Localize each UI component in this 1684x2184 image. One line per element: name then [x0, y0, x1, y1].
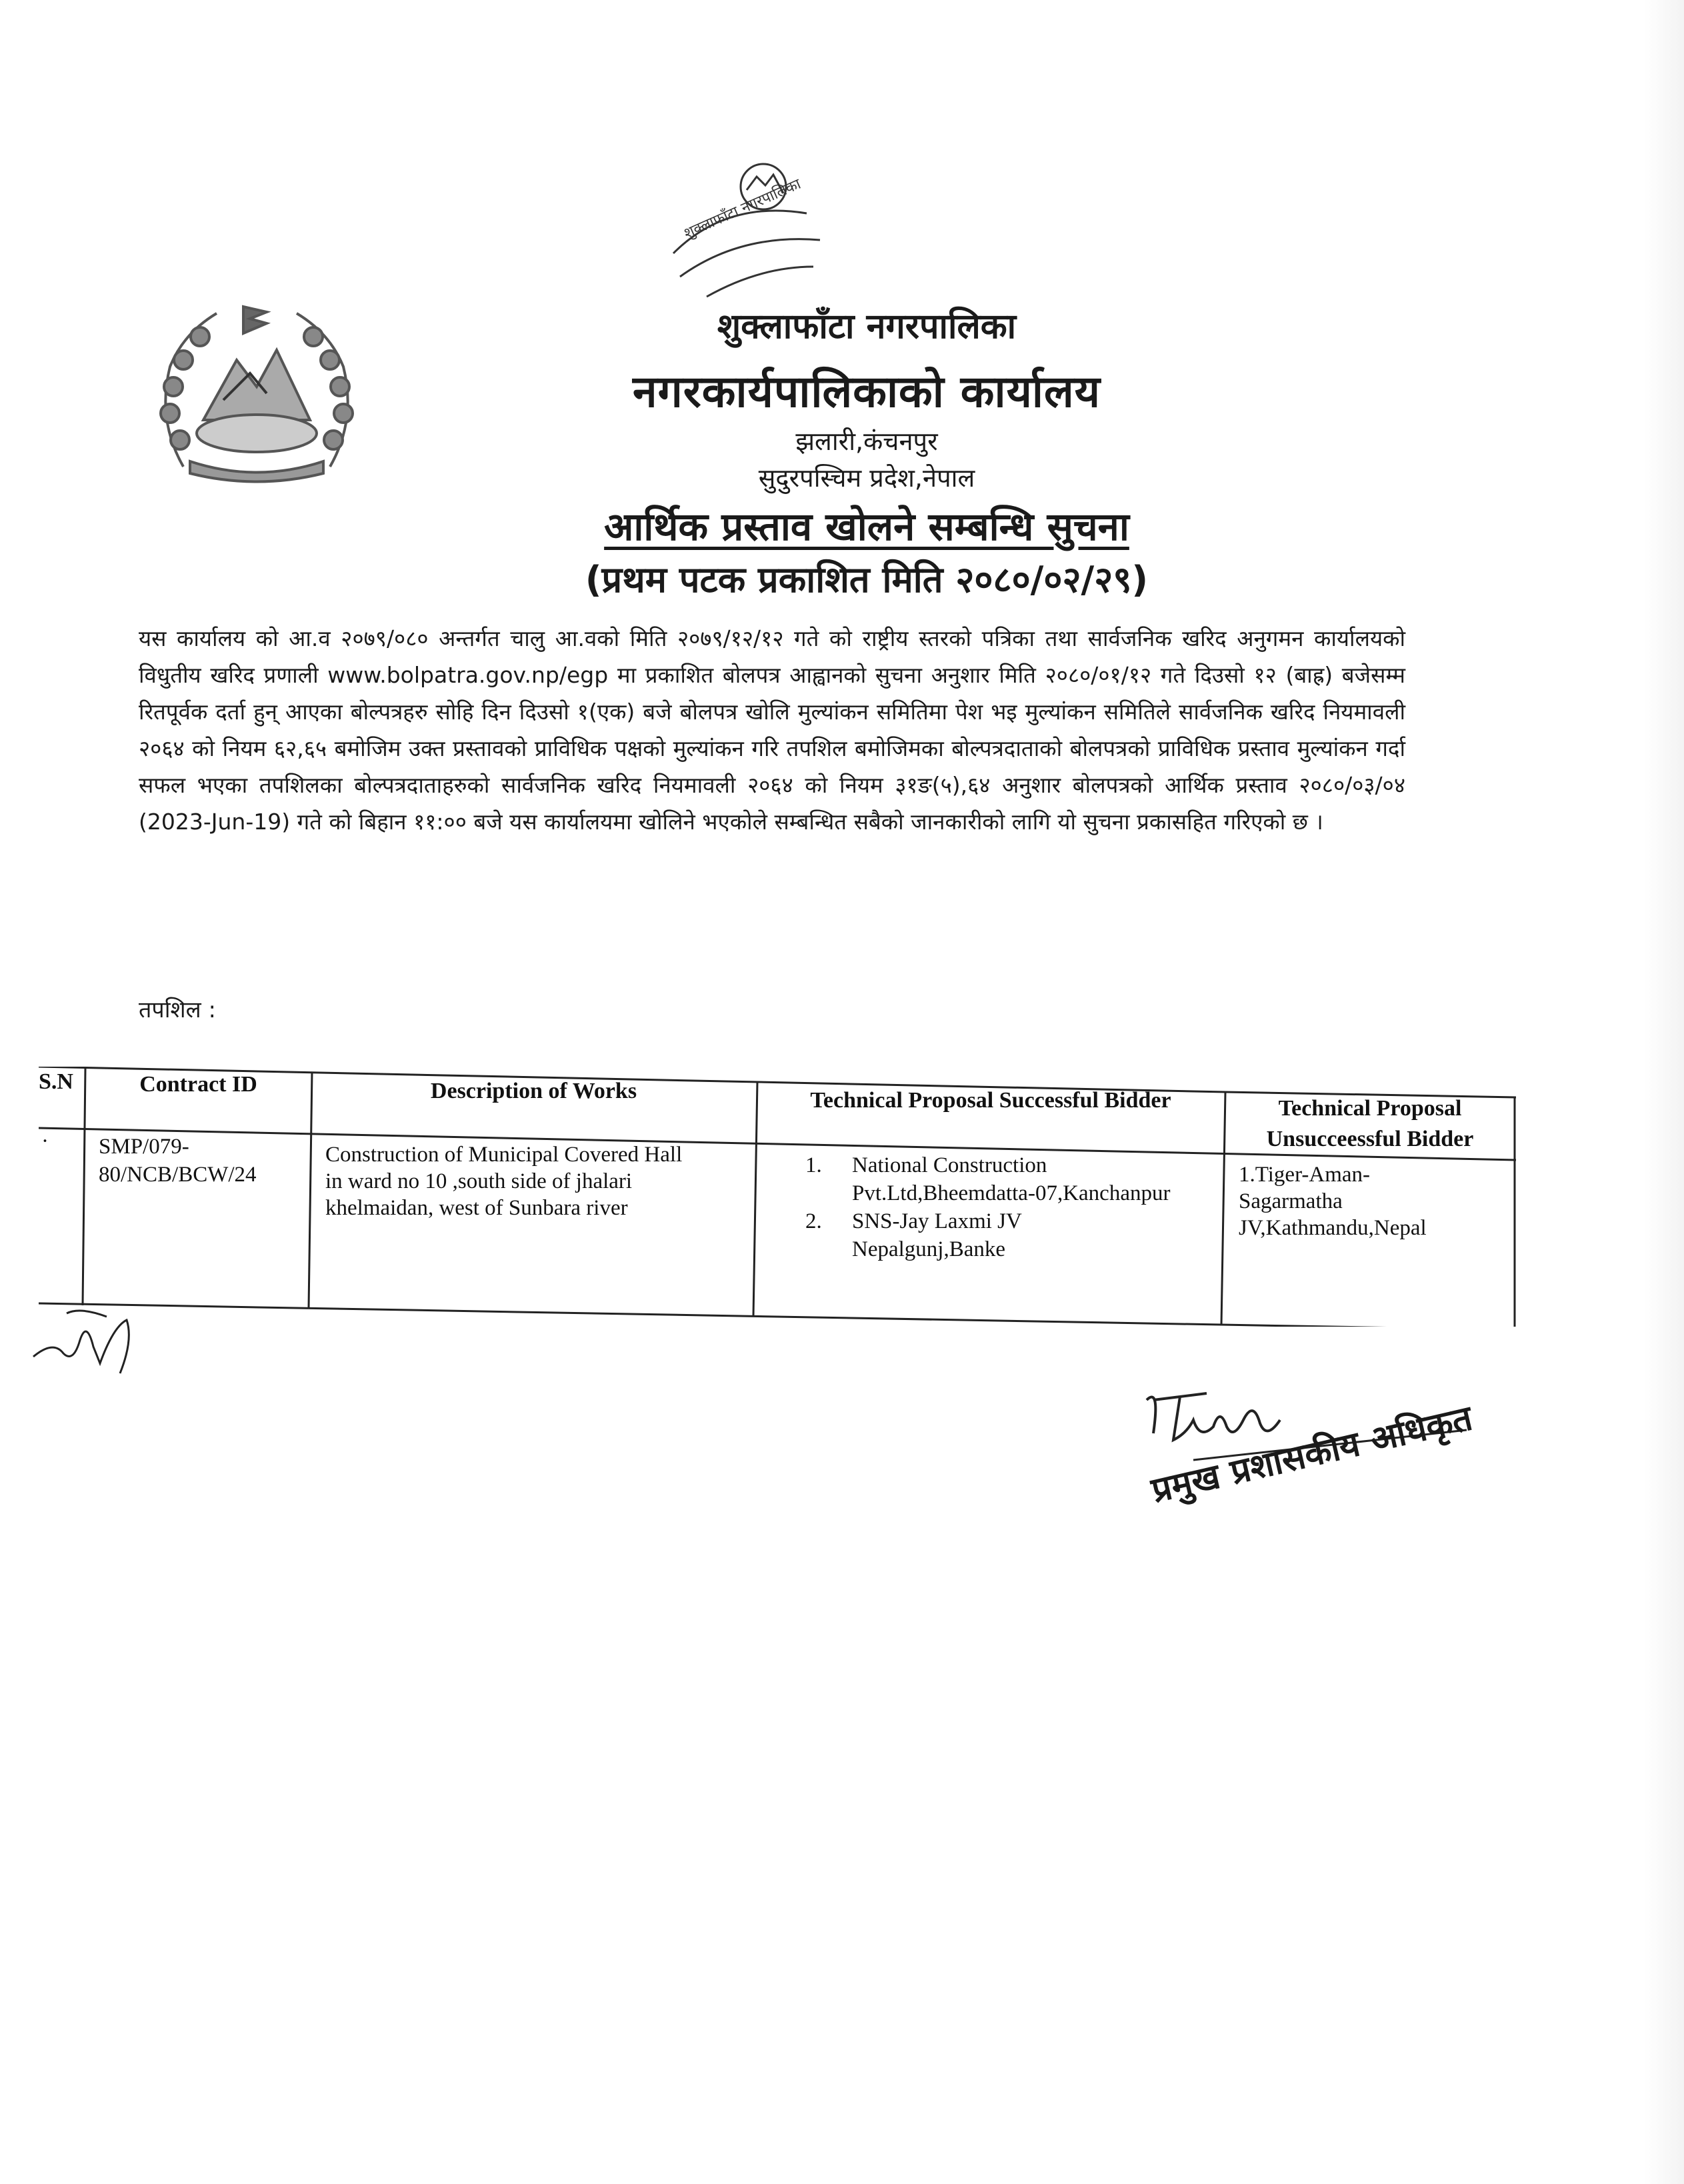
- bidder-table: [39, 1067, 1516, 1327]
- row-bidder2-line1: SNS-Jay Laxmi JV: [852, 1209, 1022, 1233]
- notice-title: आर्थिक प्रस्ताव खोलने सम्बन्धि सुचना: [604, 504, 1129, 549]
- row-contract-id-line2: 80/NCB/BCW/24: [99, 1163, 257, 1187]
- notice-paragraph: यस कार्यालय को आ.व २०७९/०८० अन्तर्गत चालु आ.वको मिति २०७९/१२/१२ गते को राष्ट्रीय स्तरको पत्रिका तथा सार्वजनिक खरिद अनुगमन कार्यालयको विधुतीय खरिद प्रणाली www.bolpatra.gov.np/egp मा प्रकाशित बोलपत्र आह्वानको सुचना अनुशार मिति २०८०/०१/१२ गते दिउसो १२ (बाह्र) बजेसम्म रितपूर्वक दर्ता हुन् आएका बोल्पत्रहरु सोहि दिन दिउसो १(एक) बजे बोलपत्र खोलि मुल्यांकन समितिमा पेश भइ मुल्यांकन समितिले सार्वजनिक खरिद नियमावली २०६४ को नियम ६२,६५ बमोजिम उक्त प्रस्तावको प्राविधिक पक्षको मुल्यांकन गरि तपशिल बमोजिमका बोल्पत्रदाताको बोलपत्रको प्राविधिक प्रस्ताव मुल्यांकन गर्दा सफल भएका तपशिलका बोल्पत्रदाताहरुको सार्वजनिक खरिद नियमावली २०६४ को नियम ३१ङ(५),६४ अनुशार बोलपत्रको आर्थिक प्रस्ताव २०८०/०३/०४ (2023-Jun-19) गते को बिहान ११:०० बजे यस कार्यालयमा खोलिने भएकोले सम्बन्धित सबैको जानकारीको लागि यो सुचना प्रकासहित गरिएको छ ।: [139, 625, 1405, 835]
- stamp-text: शुक्लाफाँटा नगरपालिका: [681, 175, 804, 243]
- row-bidder1-line1: National Construction: [852, 1153, 1047, 1177]
- tapsil-label: तपशिल :: [139, 997, 216, 1023]
- row-description-line2: in ward no 10 ,south side of jhalari: [325, 1169, 633, 1193]
- row-contract-id-line1: SMP/079-: [99, 1135, 189, 1159]
- row-unsuccessful-line3: JV,Kathmandu,Nepal: [1239, 1216, 1427, 1240]
- row-bidder1-line2: Pvt.Ltd,Bheemdatta-07,Kanchanpur: [852, 1181, 1171, 1205]
- nepal-emblem-icon: [143, 287, 370, 487]
- header-description: Description of Works: [430, 1079, 637, 1103]
- header-sn: S.N: [39, 1069, 73, 1094]
- row-unsuccessful-line1: 1.Tiger-Aman-: [1239, 1163, 1371, 1187]
- signature-caption: प्रमुख प्रशासकीय अधिकृत: [1147, 1398, 1477, 1511]
- row-bidder2-line2: Nepalgunj,Banke: [852, 1237, 1006, 1261]
- row-bidder1-number: 1.: [805, 1153, 822, 1177]
- municipality-name: शुक्लाफाँटा नगरपालिका: [717, 307, 1017, 347]
- row-description-line3: khelmaidan, west of Sunbara river: [325, 1196, 628, 1220]
- row-unsuccessful-line2: Sagarmatha: [1239, 1189, 1343, 1213]
- header-successful-bidder: Technical Proposal Successful Bidder: [810, 1088, 1171, 1113]
- header-unsuccessful-bidder-line2: Unsucceessful Bidder: [1266, 1127, 1474, 1151]
- address-line-1: झलारी,कंचनपुर: [795, 427, 938, 456]
- scan-page-edge: [1644, 0, 1684, 2184]
- row-sn: ·: [41, 1129, 49, 1153]
- initial-signature-left: [27, 1300, 153, 1387]
- office-name: नगरकार्यपालिकाको कार्यालय: [633, 366, 1101, 417]
- header-contract-id: Contract ID: [139, 1072, 257, 1097]
- address-line-2: सुदुरपस्चिम प्रदेश,नेपाल: [758, 463, 975, 493]
- row-description-line1: Construction of Municipal Covered Hall: [325, 1143, 683, 1167]
- row-bidder2-number: 2.: [805, 1209, 822, 1233]
- publication-note: (प्रथम पटक प्रकाशित मिति २०८०/०२/२९): [585, 559, 1149, 601]
- header-unsuccessful-bidder-line1: Technical Proposal: [1278, 1096, 1462, 1121]
